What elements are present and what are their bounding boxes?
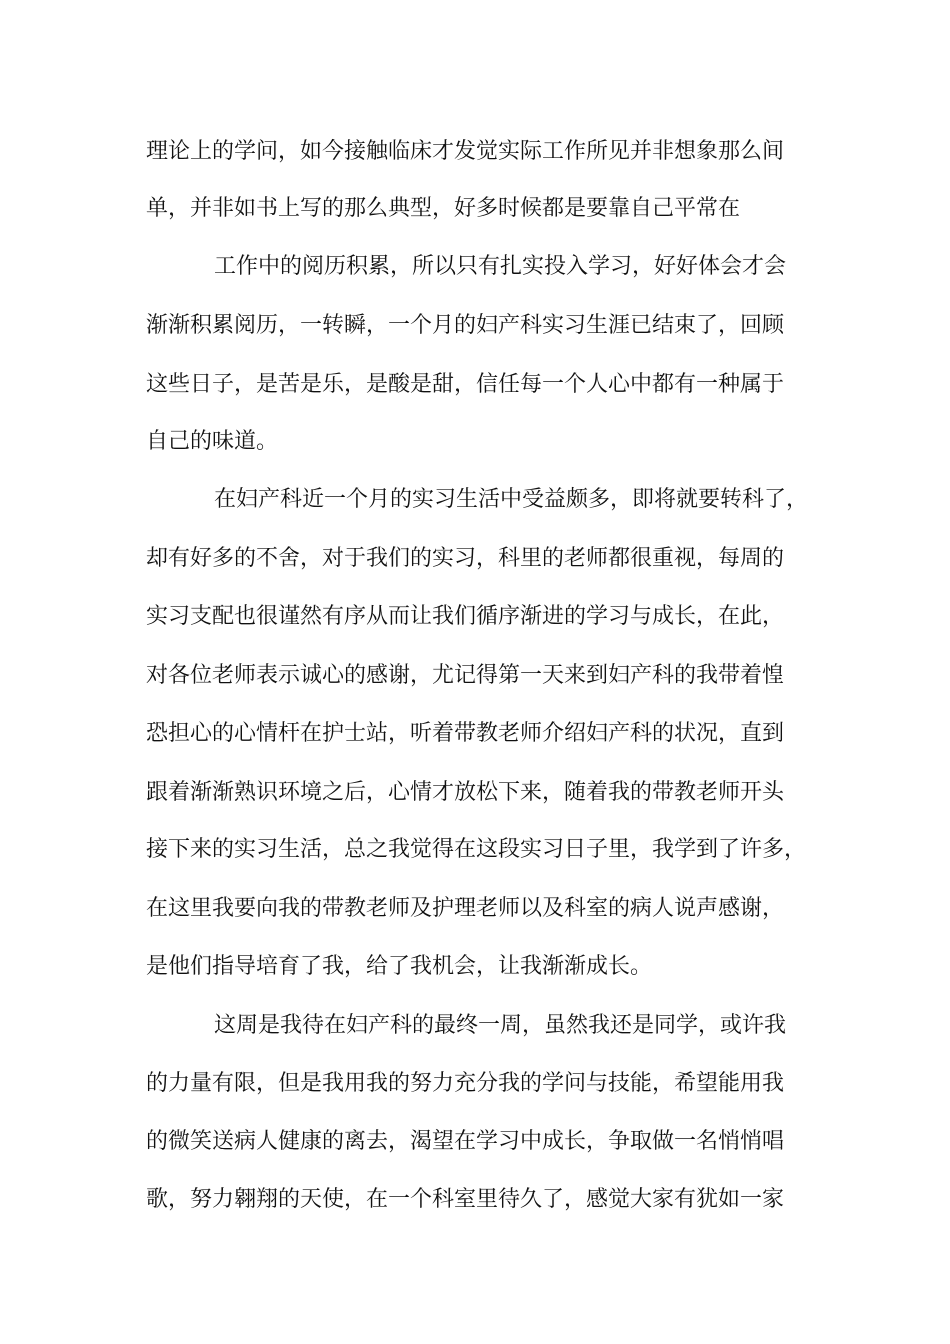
text-line: 恐担心的心情杆在护士站，听着带教老师介绍妇产科的状况，直到 [146, 721, 785, 746]
text-line: 单，并非如书上写的那么典型，好多时候都是要靠自己平常在 [146, 196, 741, 221]
text-line: 自己的味道。 [146, 429, 279, 454]
text-line: 对各位老师表示诚心的感谢，尤记得第一天来到妇产科的我带着惶 [146, 663, 785, 688]
text-line: 是他们指导培育了我，给了我机会，让我渐渐成长。 [146, 954, 653, 979]
text-line: 歌，努力翱翔的天使，在一个科室里待久了，感觉大家有犹如一家 [146, 1187, 785, 1212]
text-line: 在妇产科近一个月的实习生活中受益颇多，即将就要转科了， [214, 487, 809, 512]
text-line: 渐渐积累阅历，一转瞬，一个月的妇产科实习生涯已结束了，回顾 [146, 313, 785, 338]
text-line: 工作中的阅历积累，所以只有扎实投入学习，好好体会才会 [214, 254, 787, 279]
text-line: 理论上的学问，如今接触临床才发觉实际工作所见并非想象那么间 [146, 139, 785, 164]
text-line: 的微笑送病人健康的离去，渴望在学习中成长，争取做一名悄悄唱 [146, 1129, 785, 1154]
text-line: 实习支配也很谨然有序从而让我们循序渐进的学习与成长，在此， [146, 604, 785, 629]
text-line: 接下来的实习生活，总之我觉得在这段实习日子里，我学到了许多， [146, 837, 807, 862]
text-line: 跟着渐渐熟识环境之后，心情才放松下来，随着我的带教老师开头 [146, 780, 785, 805]
text-line: 在这里我要向我的带教老师及护理老师以及科室的病人说声感谢， [146, 896, 785, 921]
text-line: 这周是我待在妇产科的最终一周，虽然我还是同学，或许我 [214, 1013, 787, 1038]
text-line: 却有好多的不舍，对于我们的实习，科里的老师都很重视，每周的 [146, 546, 785, 571]
text-line: 的力量有限，但是我用我的努力充分我的学问与技能，希望能用我 [146, 1071, 785, 1096]
text-line: 这些日子，是苦是乐，是酸是甜，信任每一个人心中都有一种属于 [146, 372, 785, 397]
